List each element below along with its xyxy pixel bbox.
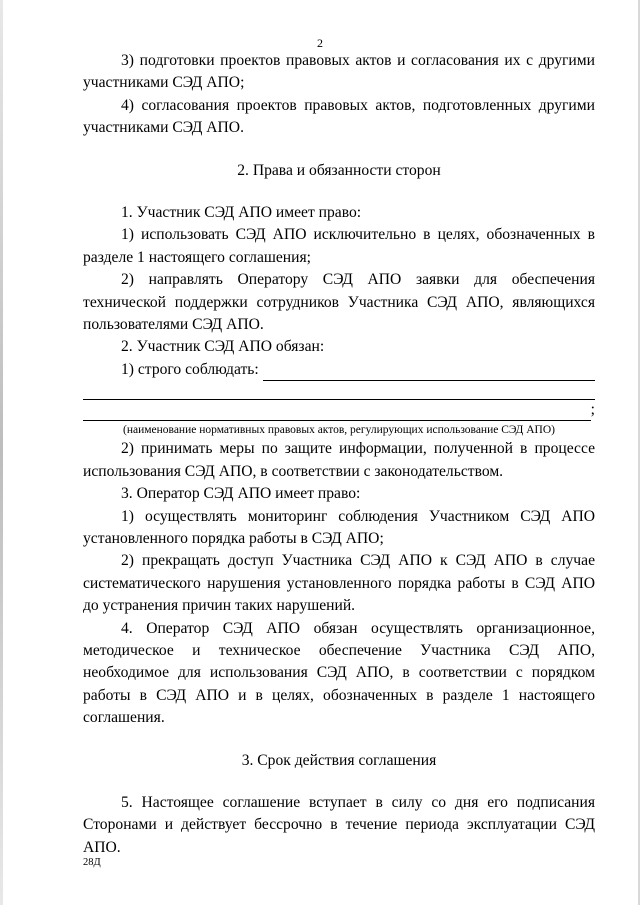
blank-caption: (наименование нормативных правовых актов, регулирующих использование СЭД АПО) <box>123 424 555 437</box>
page-number: 2 <box>317 36 323 50</box>
clause-3-item-2: 2) прекращать доступ Участника СЭД АПО к СЭД АПО в случае систематического нарушения установленного порядка работы в СЭД АПО до устранения причин таких нарушений. <box>83 552 595 615</box>
blank-line <box>83 404 591 421</box>
clause-4: 4. Оператор СЭД АПО обязан осуществлять организационное, методическое и техническое обеспечение Участника СЭД АПО, необходимое для использования СЭД АПО, в соответствии с порядком работы в СЭД АПО и в целях, обозначенных в разделе 1 настоящего соглашения. <box>83 619 595 727</box>
clause-1-item-1: 1) использовать СЭД АПО исключительно в целях, обозначенных в разделе 1 настоящего соглашения; <box>83 226 595 266</box>
item-3: 3) подготовки проектов правовых актов и согласования их с другими участниками СЭД АПО; <box>83 52 595 92</box>
fill-in-line <box>263 364 595 381</box>
item-4: 4) согласования проектов правовых актов, подготовленных другими участниками СЭД АПО. <box>83 96 595 137</box>
line-end-mark: ; <box>590 400 595 418</box>
clause-5: 5. Настоящее соглашение вступает в силу со дня его подписания Сторонами и действует бессрочно в течение периода эксплуатации СЭД АПО. <box>83 793 595 856</box>
section-3-title: 3. Срок действия соглашения <box>241 751 437 769</box>
blank-line <box>83 381 595 400</box>
clause-2-item-1-row <box>83 359 595 381</box>
clause-2-item-2: 2) принимать меры по защите информации, полученной в процессе использования СЭД АПО, в соответствии с законодательством. <box>83 440 595 480</box>
clause-1-item-2: 2) направлять Оператору СЭД АПО заявки для обеспечения технической поддержки сотрудников Участника СЭД АПО, являющихся пользователями СЭД АПО. <box>83 271 595 334</box>
blank-line-end <box>83 400 595 421</box>
clause-2: 2. Участник СЭД АПО обязан: <box>121 338 325 356</box>
section-2-title: 2. Права и обязанности сторон <box>237 161 441 179</box>
clause-1: 1. Участник СЭД АПО имеет право: <box>121 204 362 222</box>
clause-2-item-1: 1) строго соблюдать: <box>121 360 259 378</box>
clause-3: 3. Оператор СЭД АПО имеет право: <box>121 485 361 503</box>
document-code: 28Д <box>83 857 101 868</box>
clause-3-item-1: 1) осуществлять мониторинг соблюдения Участником СЭД АПО установленного порядка работы в СЭД АПО; <box>83 507 595 547</box>
scan-left-edge <box>0 0 3 905</box>
document-body <box>83 50 595 859</box>
